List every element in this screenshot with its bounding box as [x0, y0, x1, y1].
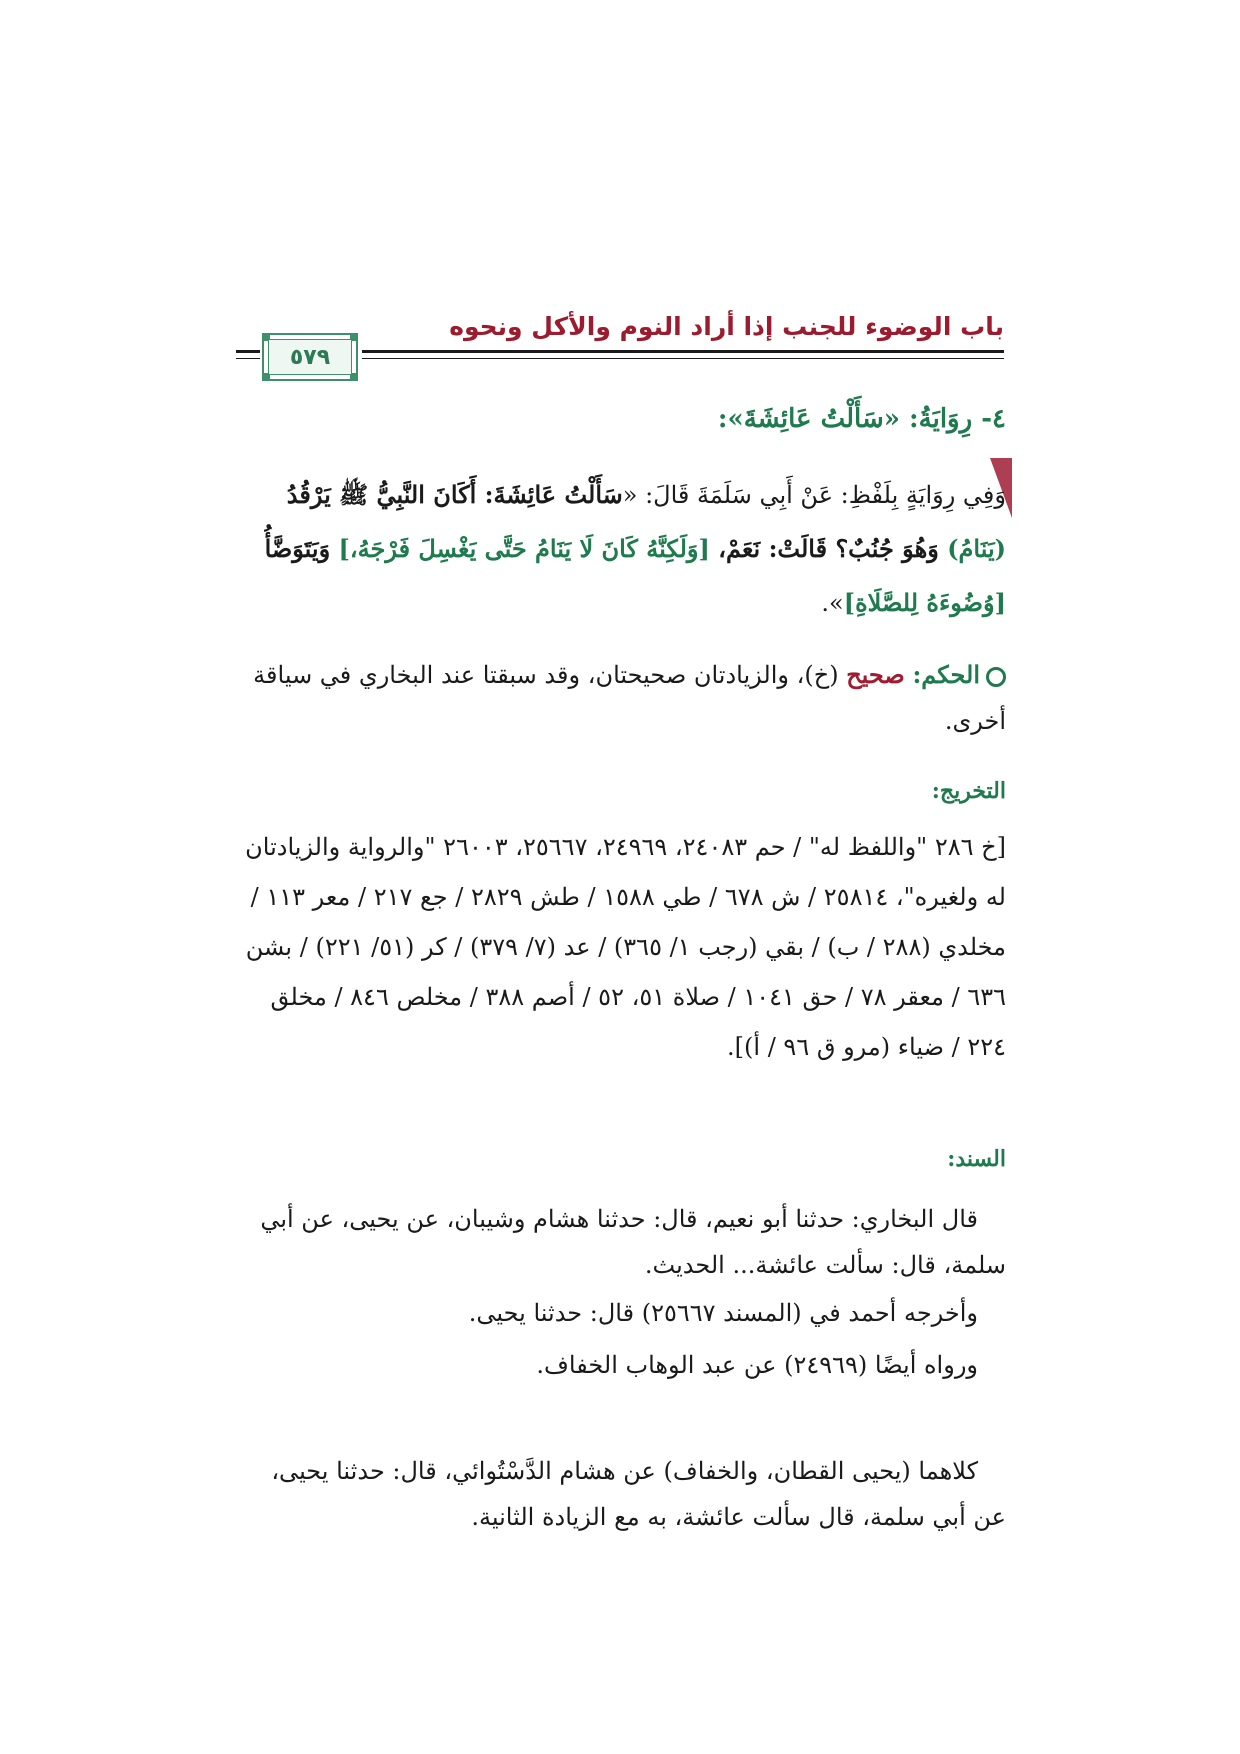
sanad-paragraph: وأخرجه أحمد في (المسند ٢٥٦٦٧) قال: حدثنا يحيى. [468, 1299, 978, 1327]
section-heading [234, 396, 1006, 442]
hadith-text [234, 468, 1006, 630]
running-header-title: باب الوضوء للجنب إذا أراد النوم والأكل ونحوه [449, 312, 1004, 341]
header-rule-left-thick [236, 350, 260, 353]
hukm-grade: صحيح [846, 660, 905, 689]
header-rule-thin [362, 358, 1004, 359]
header-rule-thick [362, 350, 1004, 353]
page-number-badge [262, 333, 358, 381]
sanad-paragraph: كلاهما (يحيى القطان، والخفاف) عن هشام الدَّسْتُوائي، قال: حدثنا يحيى، عن أبي سلمة، قال سألت عائشة، به مع الزيادة الثانية. [271, 1457, 1006, 1531]
flower-ornament-icon [986, 667, 1006, 687]
hukm-paragraph [234, 652, 1006, 744]
hadith-addition: (يَنَامُ) [947, 534, 1006, 563]
hadith-addition: [وَلَكِنَّهُ كَانَ لَا يَنَامُ حَتَّى يَغْسِلَ فَرْجَهُ،] [338, 534, 710, 563]
sanad-paragraph: ورواه أيضًا (٢٤٩٦٩) عن عبد الوهاب الخفاف. [536, 1351, 978, 1379]
section-number: ٤- [981, 404, 1006, 434]
sanad-label: السند: [947, 1146, 1006, 1172]
hadith-addition: [وُضُوءَهُ لِلصَّلَاةِ] [843, 588, 1006, 617]
hadith-end: ». [821, 589, 844, 617]
hadith-intro: وَفِي رِوَايَةٍ بِلَفْظِ: عَنْ أَبِي سَلَمَةَ قَالَ: « [622, 481, 1006, 509]
section-title: رِوَايَةُ: «سَأَلْتُ عَائِشَةَ»: [717, 404, 973, 434]
hukm-text: (خ)، والزيادتان صحيحتان، وقد سبقتا عند البخاري في سياقة أخرى. [253, 661, 1006, 735]
page-number-frame [268, 339, 352, 375]
takhrij-text: [خ ٢٨٦ "واللفظ له" / حم ٢٤٠٨٣، ٢٤٩٦٩، ٢٥٦٦٧، ٢٦٠٠٣ "والرواية والزيادتان له ولغيره"، ٢٥٨١٤ / ش ٦٧٨ / طي ١٥٨٨ / طش ٢٨٢٩ / جع ٢١٧ / معر ١١٣ / مخلدي (٢٨٨ / ب) / بقي (رجب ١/ ٣٦٥) / عد (٧/ ٣٧٩) / كر (٥١/ ٢٢١) / بشن ٦٣٦ / معقر ٧٨ / حق ١٠٤١ / صلاة ٥١، ٥٢ / أصم ٣٨٨ / مخلص ٨٤٦ / مخلق ٢٢٤ / ضياء (مرو ق ٩٦ / أ)]. [245, 833, 1006, 1061]
hadith-quote-part: وَهُوَ جُنُبٌ؟ قَالَتْ: نَعَمْ، [709, 534, 948, 563]
sanad-paragraph: قال البخاري: حدثنا أبو نعيم، قال: حدثنا هشام وشيبان، عن يحيى، عن أبي سلمة، قال: سألت عائشة... الحديث. [260, 1205, 1006, 1279]
hukm-label: الحكم: [912, 660, 980, 689]
hadith-quote-part: سَأَلْتُ عَائِشَةَ: أَكَانَ النَّبِيُّ ﷺ يَرْقُدُ [286, 480, 623, 509]
takhrij-label: التخريج: [931, 778, 1006, 804]
hadith-quote-part: وَيَتَوَضَّأُ [264, 534, 339, 563]
page-number: ٥٧٩ [289, 344, 331, 370]
header-rule-left-thin [236, 358, 260, 359]
